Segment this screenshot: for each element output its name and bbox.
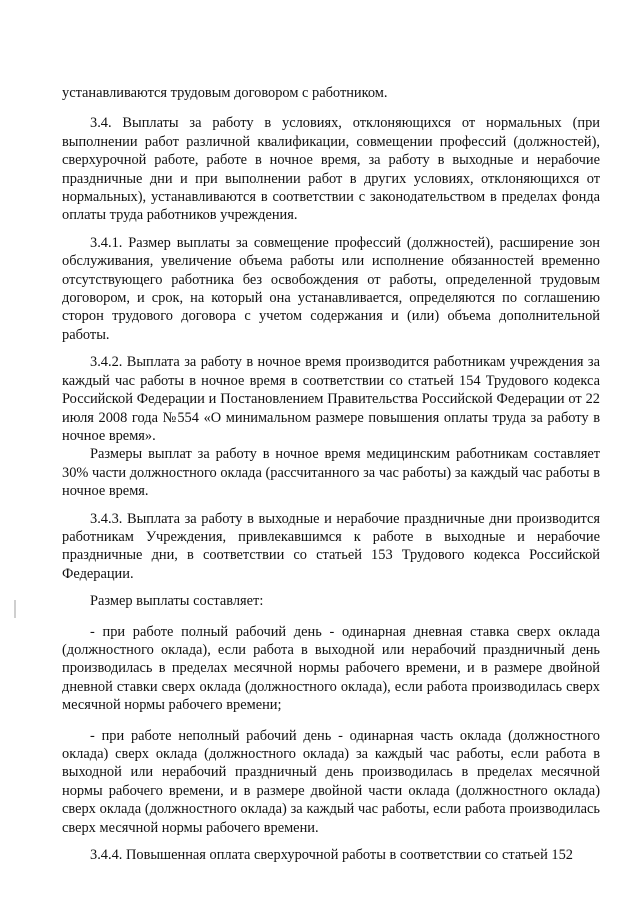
paragraph-payment-size: Размер выплаты составляет: — [90, 593, 264, 610]
document-page — [62, 84, 600, 873]
paragraph-part-day: - при работе неполный рабочий день - одинарная часть оклада (должностного оклада) сверх оклада (должностного оклада) за каждый час работы, если работа в выходной или нерабочий праздничный день производилась в пределах месячной нормы рабочего времени, и в размере двойной части оклада (должностного оклада) сверх оклада (должностного оклада) за каждый час работы, если работа производилась сверх месячной нормы рабочего времени. — [62, 727, 600, 836]
scan-edge-mark — [14, 600, 16, 618]
paragraph-night-rates: Размеры выплат за работу в ночное время медицинским работникам составляет 30% части должностного оклада (рассчитанного за час работы) за каждый час работы в ночное время. — [62, 446, 600, 500]
paragraph-continuation: устанавливаются трудовым договором с работником. — [62, 85, 388, 101]
paragraph-3-4-1: 3.4.1. Размер выплаты за совмещение профессий (должностей), расширение зон обслуживания, увеличение объема работы или исполнение обязанностей временно отсутствующего работника без освобождения от работы, определенной трудовым договором, и срок, на который она устанавливается, определяются по соглашению сторон трудового договора с учетом содержания и (или) объема дополнительной работы. — [62, 234, 600, 343]
paragraph-3-4-2: 3.4.2. Выплата за работу в ночное время производится работникам учреждения за каждый час работы в ночное время в соответствии со статьей 154 Трудового кодекса Российской Федерации и Постановлением Правительства Российской Федерации от 22 июля 2008 года №554 «О минимальном размере повышения оплаты труда за работу в ночное время». — [62, 354, 600, 444]
paragraph-3-4-4: 3.4.4. Повышенная оплата сверхурочной работы в соответствии со статьей 152 — [90, 847, 573, 864]
paragraph-3-4-3: 3.4.3. Выплата за работу в выходные и нерабочие праздничные дни производится работникам Учреждения, привлекавшимся к работе в выходные и нерабочие праздничные дни, в соответствии со статьей 153 Трудового кодекса Российской Федерации. — [62, 510, 600, 582]
paragraph-3-4: 3.4. Выплаты за работу в условиях, отклоняющихся от нормальных (при выполнении работ различной квалификации, совмещении профессий (должностей), сверхурочной работе, работе в ночное время, за работу в выходные и нерабочие праздничные дни и при выполнении работ в других условиях, отклоняющихся от нормальных), устанавливаются в соответствии с законодательством в пределах фонда оплаты труда работников учреждения. — [62, 115, 600, 224]
paragraph-full-day: - при работе полный рабочий день - одинарная дневная ставка сверх оклада (должностного оклада), если работа в выходной или нерабочий праздничный день производилась в пределах месячной нормы рабочего времени, и в размере двойной дневной ставки сверх оклада (должностного оклада), если работа производилась сверх месячной нормы рабочего времени; — [62, 623, 600, 714]
